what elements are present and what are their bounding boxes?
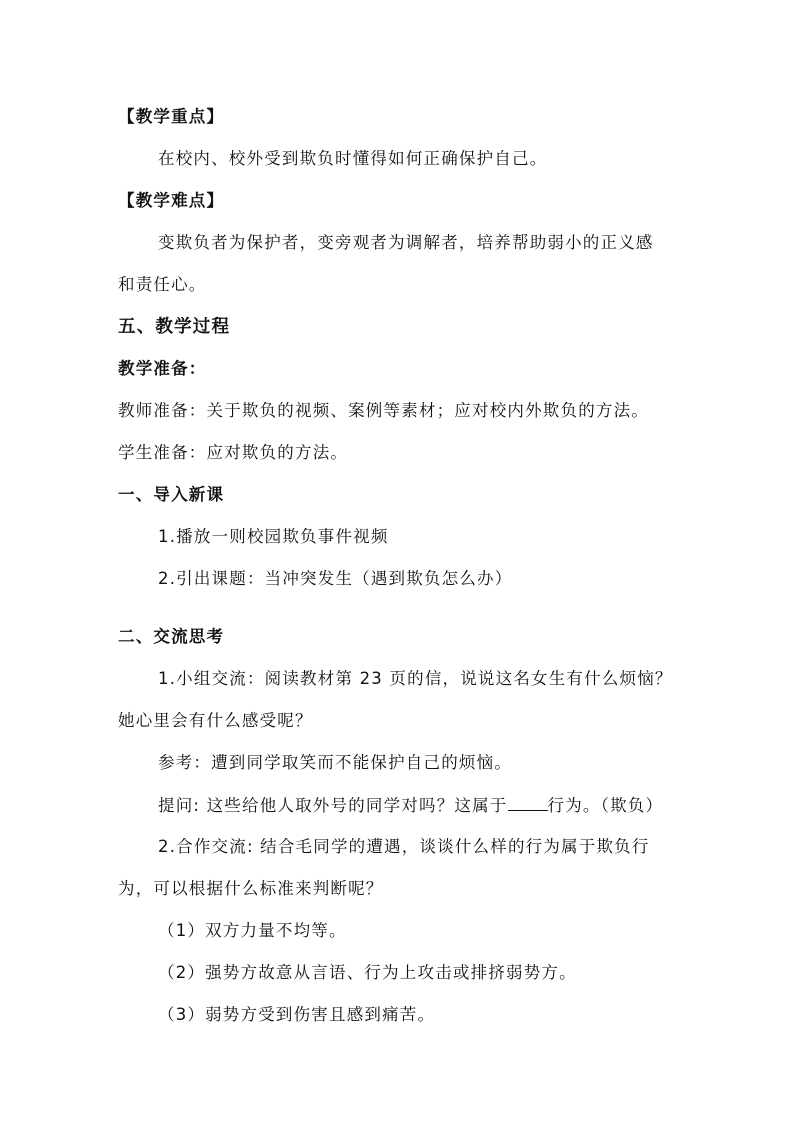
section2-item2-line2: 为，可以根据什么标准来判断呢？ [118,879,384,898]
criteria-item-2: （2）强势方故意从言语、行为上攻击或排挤弱势方。 [158,963,577,982]
answer-blank [508,794,548,811]
key-points-heading: 【教学重点】 [118,107,225,126]
section2-item1-line2: 她心里会有什么感受呢？ [118,711,313,730]
section2-item2-line1: 2.合作交流: 结合毛同学的遭遇，谈谈什么样的行为属于欺负行 [158,837,650,856]
difficult-points-text-line2: 和责任心。 [118,275,207,294]
criteria-item-3: （3）弱势方受到伤害且感到痛苦。 [158,1005,436,1024]
section2-reference: 参考：遭到同学取笑而不能保护自己的烦恼。 [158,753,512,772]
question-after-text: 行为。（欺负） [547,796,664,815]
section1-item-2: 2.引出课题：当冲突发生（遇到欺负怎么办） [158,569,513,588]
difficult-points-text-line1: 变欺负者为保护者，变旁观者为调解者，培养帮助弱小的正义感 [158,233,654,252]
section1-item-1: 1.播放一则校园欺负事件视频 [158,527,389,546]
difficult-points-heading: 【教学难点】 [118,191,225,210]
student-prep: 学生准备：应对欺负的方法。 [118,443,349,462]
section2-heading: 二、交流思考 [118,627,225,646]
process-heading: 五、教学过程 [118,317,231,337]
criteria-item-1: （1）双方力量不均等。 [158,921,347,940]
section1-heading: 一、导入新课 [118,485,225,504]
prep-heading: 教学准备： [118,359,207,378]
teacher-prep: 教师准备：关于欺负的视频、案例等素材；应对校内外欺负的方法。 [118,401,649,420]
key-points-text: 在校内、校外受到欺负时懂得如何正确保护自己。 [158,149,548,168]
section2-question [158,794,738,817]
section2-item1-line1: 1.小组交流：阅读教材第 23 页的信，说说这名女生有什么烦恼？ [158,669,673,688]
question-before-text: 提问: 这些给他人取外号的同学对吗？这属于 [158,796,508,815]
